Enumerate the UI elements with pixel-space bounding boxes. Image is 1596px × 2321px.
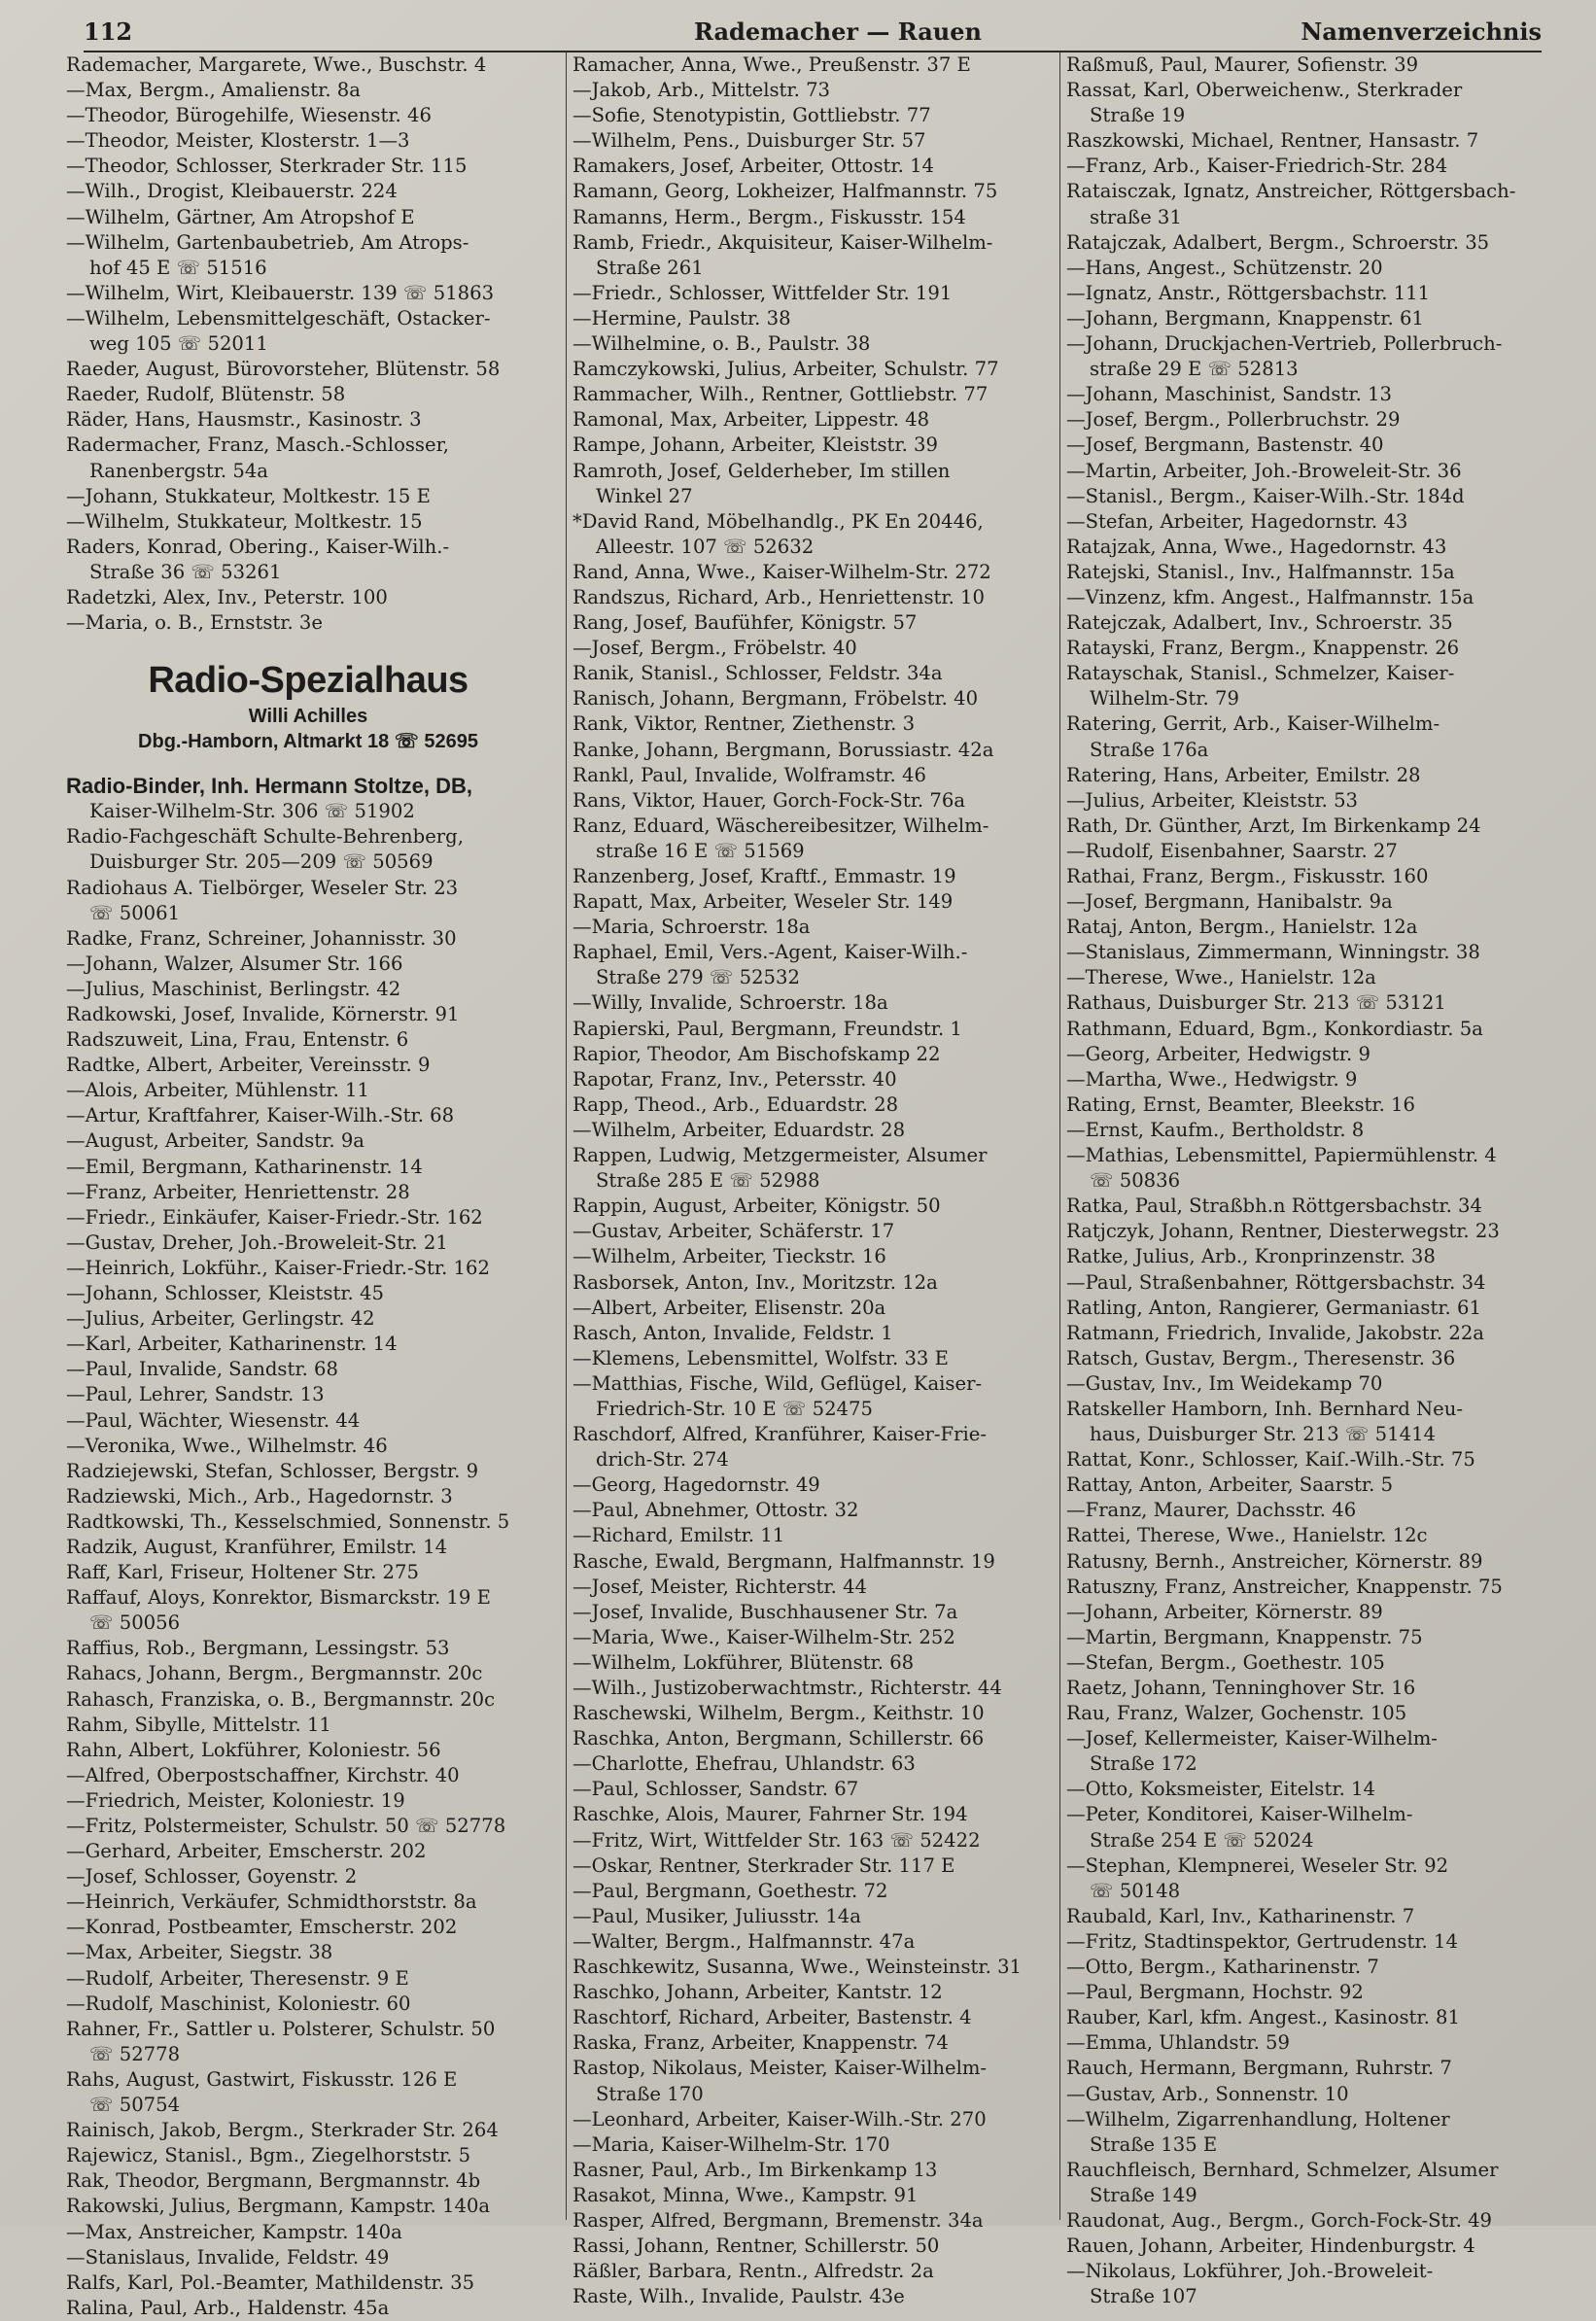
directory-entry-line: —Max, Arbeiter, Siegstr. 38 xyxy=(66,1941,333,1964)
directory-entry-line: —Gustav, Dreher, Joh.-Broweleit-Str. 21 xyxy=(66,1230,448,1254)
directory-entry-line: —Paul, Musiker, Juliusstr. 14a xyxy=(572,1904,861,1927)
directory-entry-line: —Fritz, Stadtinspektor, Gertrudenstr. 14 xyxy=(1066,1929,1458,1953)
directory-entry-line: —Stephan, Klempnerei, Weseler Str. 92 xyxy=(1066,1853,1449,1877)
directory-entry-line: —Georg, Hagedornstr. 49 xyxy=(572,1473,820,1497)
directory-entry-line: Alleestr. 107 ☏ 52632 xyxy=(596,535,815,558)
directory-entry-line: Straße 285 E ☏ 52988 xyxy=(596,1169,820,1193)
directory-entry-line: Ratjczyk, Johann, Rentner, Diesterwegstr. 23 xyxy=(1066,1220,1500,1243)
directory-entry-line: Rajewicz, Stanisl., Bgm., Ziegelhorststr. 5 xyxy=(66,2144,471,2167)
directory-entry-line: —Johann, Walzer, Alsumer Str. 166 xyxy=(66,952,403,975)
directory-entry-line: Räder, Hans, Hausmstr., Kasinostr. 3 xyxy=(66,408,422,432)
directory-entry-line: Raeder, August, Bürovorsteher, Blütenstr. 58 xyxy=(66,358,501,381)
directory-entry-line: Raschka, Anton, Bergmann, Schillerstr. 66 xyxy=(572,1727,985,1750)
directory-entry-line: —Theodor, Schlosser, Sterkrader Str. 115 xyxy=(66,155,468,178)
directory-entry-line: —Max, Anstreicher, Kampstr. 140a xyxy=(66,2220,402,2243)
directory-entry-line: Ramb, Friedr., Akquisiteur, Kaiser-Wilhelm- xyxy=(572,230,993,254)
directory-entry-line: —Johann, Bergmann, Knappenstr. 61 xyxy=(1066,306,1424,329)
directory-entry-line: weg 105 ☏ 52011 xyxy=(89,332,268,356)
directory-entry-line: —Maria, Wwe., Kaiser-Wilhelm-Str. 252 xyxy=(572,1625,955,1648)
directory-entry-line: —Mathias, Lebensmittel, Papiermühlenstr. 4 xyxy=(1066,1144,1497,1167)
directory-entry-line: —Nikolaus, Lokführer, Joh.-Broweleit- xyxy=(1066,2260,1434,2283)
directory-entry-line: —Johann, Maschinist, Sandstr. 13 xyxy=(1066,383,1392,406)
directory-entry-line: —Josef, Bergmann, Bastenstr. 40 xyxy=(1066,433,1384,457)
directory-entry-line: —August, Arbeiter, Sandstr. 9a xyxy=(66,1129,364,1153)
directory-entry-line: Raschkewitz, Susanna, Wwe., Weinsteinstr. 31 xyxy=(572,1956,1023,1979)
directory-entry-line: Straße 107 xyxy=(1090,2285,1197,2308)
directory-entry-line: —Wilhelm, Wirt, Kleibauerstr. 139 ☏ 51863 xyxy=(66,281,495,304)
directory-entry-line: —Hermine, Paulstr. 38 xyxy=(572,306,791,329)
directory-entry-line: Rasper, Alfred, Bergmann, Bremenstr. 34a xyxy=(572,2208,984,2232)
directory-entry-line: Randszus, Richard, Arb., Henriettenstr. 10 xyxy=(572,585,985,608)
directory-entry-line: —Stefan, Arbeiter, Hagedornstr. 43 xyxy=(1066,509,1408,533)
directory-entry-line: —Ignatz, Anstr., Röttgersbachstr. 111 xyxy=(1066,281,1431,304)
directory-entry-line: Ratejski, Stanisl., Inv., Halfmannstr. 15a xyxy=(1066,560,1455,583)
directory-entry-line: Rauen, Johann, Arbeiter, Hindenburgstr. 4 xyxy=(1066,2234,1475,2258)
directory-entry-line: —Otto, Bergm., Katharinenstr. 7 xyxy=(1066,1956,1379,1979)
ad-address: Dbg.-Hamborn, Altmarkt 18 ☏ 52695 xyxy=(138,731,478,753)
directory-entry-line: —Johann, Schlosser, Kleiststr. 45 xyxy=(66,1282,384,1305)
directory-entry-line: Rasakot, Minna, Wwe., Kampstr. 91 xyxy=(572,2183,919,2206)
directory-entry-line: Ramczykowski, Julius, Arbeiter, Schulstr. 77 xyxy=(572,358,999,381)
section-title: Namenverzeichnis xyxy=(1301,17,1542,46)
directory-entry-line: Radtke, Albert, Arbeiter, Vereinsstr. 9 xyxy=(66,1054,431,1077)
directory-entry-line: Raszkowski, Michael, Rentner, Hansastr. 7 xyxy=(1066,129,1479,153)
directory-entry-line: Duisburger Str. 205—209 ☏ 50569 xyxy=(89,850,434,874)
directory-entry-line: Rankl, Paul, Invalide, Wolframstr. 46 xyxy=(572,763,926,786)
directory-entry-line: Raders, Konrad, Obering., Kaiser-Wilh.- xyxy=(66,535,450,558)
directory-entry-line: Ranke, Johann, Bergmann, Borussiastr. 42a xyxy=(572,738,994,761)
directory-entry-line: —Georg, Arbeiter, Hedwigstr. 9 xyxy=(1066,1042,1370,1065)
directory-entry-line: Rahn, Albert, Lokführer, Koloniestr. 56 xyxy=(66,1738,441,1761)
directory-entry-line: Rau, Franz, Walzer, Gochenstr. 105 xyxy=(1066,1702,1407,1725)
directory-entry-line: Raubald, Karl, Inv., Katharinenstr. 7 xyxy=(1066,1904,1415,1927)
directory-entry-line: —Rudolf, Eisenbahner, Saarstr. 27 xyxy=(1066,839,1398,862)
directory-entry-line: Ramanns, Herm., Bergm., Fiskusstr. 154 xyxy=(572,205,966,228)
directory-entry-line: Radke, Franz, Schreiner, Johannisstr. 30 xyxy=(66,926,457,950)
directory-entry-line: Rattay, Anton, Arbeiter, Saarstr. 5 xyxy=(1066,1473,1394,1497)
directory-entry-line: Straße 176a xyxy=(1090,738,1209,761)
directory-entry-line: —Stanislaus, Invalide, Feldstr. 49 xyxy=(66,2245,390,2269)
directory-entry-line: Ratuszny, Franz, Anstreicher, Knappenstr. 75 xyxy=(1066,1575,1503,1598)
directory-entry-line: Wilhelm-Str. 79 xyxy=(1090,687,1239,710)
directory-entry-line: —Wilhelm, Zigarrenhandlung, Holtener xyxy=(1066,2107,1450,2130)
directory-entry-line: —Konrad, Postbeamter, Emscherstr. 202 xyxy=(66,1916,458,1939)
directory-entry-line: —Stanislaus, Zimmermann, Winningstr. 38 xyxy=(1066,941,1480,964)
directory-entry-line: Ranzenberg, Josef, Kraftf., Emmastr. 19 xyxy=(572,865,956,887)
directory-entry-line: Rahacs, Johann, Bergm., Bergmannstr. 20c xyxy=(66,1662,483,1685)
directory-entry-line: —Rudolf, Arbeiter, Theresenstr. 9 E xyxy=(66,1966,409,1990)
directory-entry-line: Rahm, Sibylle, Mittelstr. 11 xyxy=(66,1713,331,1736)
directory-entry-line: —Josef, Kellermeister, Kaiser-Wilhelm- xyxy=(1066,1727,1438,1750)
column-1 xyxy=(66,52,550,2319)
directory-entry-line: —Gustav, Inv., Im Weidekamp 70 xyxy=(1066,1371,1383,1395)
directory-entry-line: Ratskeller Hamborn, Inh. Bernhard Neu- xyxy=(1066,1397,1463,1420)
directory-entry-line: Kaiser-Wilhelm-Str. 306 ☏ 51902 xyxy=(89,800,415,823)
directory-entry-line: —Friedr., Schlosser, Wittfelder Str. 191 xyxy=(572,281,953,304)
directory-entry-line: —Heinrich, Lokführ., Kaiser-Friedr.-Str. 162 xyxy=(66,1256,490,1279)
directory-entry-line: Rataisczak, Ignatz, Anstreicher, Röttgersbach- xyxy=(1066,180,1516,203)
directory-entry-line: ☏ 50754 xyxy=(89,2094,181,2117)
directory-entry-line: Rakowski, Julius, Bergmann, Kampstr. 140a xyxy=(66,2195,491,2218)
directory-entry-line: hof 45 E ☏ 51516 xyxy=(89,256,267,279)
directory-entry-line: Raschewski, Wilhelm, Bergm., Keithstr. 10 xyxy=(572,1702,985,1725)
directory-entry-line: Rathmann, Eduard, Bgm., Konkordiastr. 5a xyxy=(1066,1017,1483,1040)
directory-entry-line: Raste, Wilh., Invalide, Paulstr. 43e xyxy=(572,2285,905,2308)
directory-entry-line: Ratke, Julius, Arb., Kronprinzenstr. 38 xyxy=(1066,1245,1436,1268)
directory-entry-line: —Emma, Uhlandstr. 59 xyxy=(1066,2031,1290,2055)
column-2 xyxy=(566,52,1049,2308)
directory-entry-line: Ratmann, Friedrich, Invalide, Jakobstr. 22a xyxy=(1066,1321,1484,1344)
directory-entry-line: —Franz, Arbeiter, Henriettenstr. 28 xyxy=(66,1180,410,1203)
directory-entry-line: Rassi, Johann, Rentner, Schillerstr. 50 xyxy=(572,2234,940,2258)
directory-entry-line: Raschko, Johann, Arbeiter, Kantstr. 12 xyxy=(572,1981,943,2004)
directory-entry-line: —Paul, Bergmann, Hochstr. 92 xyxy=(1066,1981,1364,2004)
directory-entry-line: —Martha, Wwe., Hedwigstr. 9 xyxy=(1066,1067,1358,1091)
directory-entry-line: ☏ 50061 xyxy=(89,901,181,924)
directory-entry-line: —Stanisl., Bergm., Kaiser-Wilh.-Str. 184d xyxy=(1066,484,1465,507)
directory-entry-line: Rauch, Hermann, Bergmann, Ruhrstr. 7 xyxy=(1066,2057,1452,2080)
directory-entry-line: Radkowski, Josef, Invalide, Körnerstr. 91 xyxy=(66,1003,460,1025)
directory-entry-line: —Josef, Schlosser, Goyenstr. 2 xyxy=(66,1865,358,1888)
directory-entry-line: —Josef, Bergm., Pollerbruchstr. 29 xyxy=(1066,408,1401,432)
directory-entry-line: —Hans, Angest., Schützenstr. 20 xyxy=(1066,256,1383,279)
directory-entry-line: —Peter, Konditorei, Kaiser-Wilhelm- xyxy=(1066,1803,1413,1826)
directory-entry-line: —Wilhelm, Gartenbaubetrieb, Am Atrops- xyxy=(66,230,469,254)
directory-entry-line: —Vinzenz, kfm. Angest., Halfmannstr. 15a xyxy=(1066,585,1475,608)
directory-entry-line: —Maria, o. B., Ernststr. 3e xyxy=(66,611,323,635)
directory-entry-line: Raska, Franz, Arbeiter, Knappenstr. 74 xyxy=(572,2031,949,2055)
directory-entry-line: —Johann, Arbeiter, Körnerstr. 89 xyxy=(1066,1600,1383,1623)
directory-entry-line: Radziewski, Mich., Arb., Hagedornstr. 3 xyxy=(66,1484,453,1507)
directory-entry-line: Straße 135 E xyxy=(1090,2132,1218,2156)
directory-entry-line: Straße 279 ☏ 52532 xyxy=(596,966,800,989)
directory-entry-line: Raffius, Rob., Bergmann, Lessingstr. 53 xyxy=(66,1637,450,1660)
directory-entry-line: —Johann, Druckjachen-Vertrieb, Pollerbruch- xyxy=(1066,332,1503,356)
directory-entry-line: Rassat, Karl, Oberweichenw., Sterkrader xyxy=(1066,79,1463,102)
directory-entry-line: Rappen, Ludwig, Metzgermeister, Alsumer xyxy=(572,1144,988,1167)
directory-entry-line: Rathaus, Duisburger Str. 213 ☏ 53121 xyxy=(1066,991,1446,1015)
directory-entry-line: Rapp, Theod., Arb., Eduardstr. 28 xyxy=(572,1092,899,1116)
directory-entry-line: Rank, Viktor, Rentner, Ziethenstr. 3 xyxy=(572,712,916,736)
directory-entry-line: Ratling, Anton, Rangierer, Germaniastr. 61 xyxy=(1066,1296,1481,1319)
directory-entry-line: Ranisch, Johann, Bergmann, Fröbelstr. 40 xyxy=(572,687,979,710)
directory-entry-line: Straße 172 xyxy=(1090,1752,1197,1776)
directory-entry-line: Radetzki, Alex, Inv., Peterstr. 100 xyxy=(66,585,388,608)
directory-entry-line: —Julius, Arbeiter, Gerlingstr. 42 xyxy=(66,1307,375,1331)
directory-entry-line: drich-Str. 274 xyxy=(596,1448,729,1472)
directory-entry-line: —Charlotte, Ehefrau, Uhlandstr. 63 xyxy=(572,1752,916,1776)
directory-entry-line: Rasner, Paul, Arb., Im Birkenkamp 13 xyxy=(572,2158,938,2181)
directory-entry-line: ☏ 50148 xyxy=(1090,1879,1181,1902)
directory-entry-line: ☏ 50056 xyxy=(89,1611,181,1635)
directory-entry-line: —Josef, Invalide, Buschhausener Str. 7a xyxy=(572,1600,958,1623)
directory-entry-line: Radio-Fachgeschäft Schulte-Behrenberg, xyxy=(66,825,464,849)
directory-entry-line: Radiohaus A. Tielbörger, Weseler Str. 23 xyxy=(66,876,459,899)
directory-entry-line: Rademacher, Margarete, Wwe., Buschstr. 4 xyxy=(66,53,487,76)
directory-entry-line: Ratusny, Bernh., Anstreicher, Körnerstr. 89 xyxy=(1066,1549,1483,1573)
directory-entry-line: —Paul, Invalide, Sandstr. 68 xyxy=(66,1358,338,1381)
directory-entry-line: —Ernst, Kaufm., Bertholdstr. 8 xyxy=(1066,1118,1365,1141)
directory-entry-line: Ranik, Stanisl., Schlosser, Feldstr. 34a xyxy=(572,662,943,685)
directory-entry-line: —Johann, Stukkateur, Moltkestr. 15 E xyxy=(66,484,431,507)
directory-entry-line: Ramacher, Anna, Wwe., Preußenstr. 37 E xyxy=(572,53,971,76)
page-number: 112 xyxy=(84,17,133,46)
directory-entry-line: Radermacher, Franz, Masch.-Schlosser, xyxy=(66,433,450,457)
directory-entry-line: —Gerhard, Arbeiter, Emscherstr. 202 xyxy=(66,1840,427,1863)
directory-entry-line: —Paul, Straßenbahner, Röttgersbachstr. 34 xyxy=(1066,1270,1486,1294)
directory-entry-line: Winkel 27 xyxy=(596,484,693,507)
directory-entry-line: —Maria, Schroerstr. 18a xyxy=(572,916,811,939)
directory-entry-line: Ratajzak, Anna, Wwe., Hagedornstr. 43 xyxy=(1066,535,1447,558)
directory-entry-line: Radzik, August, Kranführer, Emilstr. 14 xyxy=(66,1535,448,1558)
directory-entry-line: Rahasch, Franziska, o. B., Bergmannstr. 20c xyxy=(66,1687,496,1711)
directory-entry-line: —Leonhard, Arbeiter, Kaiser-Wilh.-Str. 270 xyxy=(572,2107,987,2130)
directory-entry-line: —Klemens, Lebensmittel, Wolfstr. 33 E xyxy=(572,1346,949,1369)
directory-entry-line: Rattei, Therese, Wwe., Hanielstr. 12c xyxy=(1066,1524,1428,1547)
directory-entry-line: —Fritz, Polstermeister, Schulstr. 50 ☏ 52778 xyxy=(66,1815,506,1837)
directory-entry-line: Ratering, Hans, Arbeiter, Emilstr. 28 xyxy=(1066,763,1421,786)
directory-entry-line: —Rudolf, Maschinist, Koloniestr. 60 xyxy=(66,1992,411,2015)
directory-entry-line: Straße 170 xyxy=(596,2082,704,2105)
directory-entry-line: —Josef, Bergmann, Hanibalstr. 9a xyxy=(1066,890,1393,914)
directory-entry-line: —Walter, Bergm., Halfmannstr. 47a xyxy=(572,1929,916,1953)
directory-entry-line: Ratering, Gerrit, Arb., Kaiser-Wilhelm- xyxy=(1066,712,1440,736)
directory-entry-line: Ratayschak, Stanisl., Schmelzer, Kaiser- xyxy=(1066,662,1455,685)
directory-entry-line: Räßler, Barbara, Rentn., Alfredstr. 2a xyxy=(572,2260,934,2283)
directory-entry-line: Rasch, Anton, Invalide, Feldstr. 1 xyxy=(572,1321,893,1344)
directory-entry-line: —Wilhelm, Gärtner, Am Atropshof E xyxy=(66,205,415,228)
directory-entry-line: Ranz, Eduard, Wäschereibesitzer, Wilhelm- xyxy=(572,814,989,837)
directory-entry-line: Friedrich-Str. 10 E ☏ 52475 xyxy=(596,1397,873,1420)
directory-entry-line: —Wilhelm, Pens., Duisburger Str. 57 xyxy=(572,129,926,153)
directory-entry-line: —Theodor, Meister, Klosterstr. 1—3 xyxy=(66,129,410,153)
directory-entry-line: Rapior, Theodor, Am Bischofskamp 22 xyxy=(572,1042,941,1065)
directory-entry-line: Raeder, Rudolf, Blütenstr. 58 xyxy=(66,383,346,406)
directory-entry-line: Rand, Anna, Wwe., Kaiser-Wilhelm-Str. 272 xyxy=(572,560,991,583)
directory-entry-line: Raffauf, Aloys, Konrektor, Bismarckstr. 19 E xyxy=(66,1586,491,1610)
directory-entry-line: straße 16 E ☏ 51569 xyxy=(596,839,805,862)
directory-entry-line: —Julius, Arbeiter, Kleiststr. 53 xyxy=(1066,788,1359,812)
directory-entry-line: Ratayski, Franz, Bergm., Knappenstr. 26 xyxy=(1066,637,1460,660)
directory-entry-line: —Sofie, Stenotypistin, Gottliebstr. 77 xyxy=(572,104,931,127)
directory-entry-line: —Gustav, Arb., Sonnenstr. 10 xyxy=(1066,2082,1349,2105)
directory-entry-line: —Wilh., Justizoberwachtmstr., Richterstr. 44 xyxy=(572,1677,1002,1699)
directory-entry-line: Radszuweit, Lina, Frau, Entenstr. 6 xyxy=(66,1028,409,1052)
directory-entry-line: Rappin, August, Arbeiter, Königstr. 50 xyxy=(572,1195,941,1218)
directory-entry-line: —Friedr., Einkäufer, Kaiser-Friedr.-Str. 162 xyxy=(66,1205,483,1229)
directory-entry-line: Rapierski, Paul, Bergmann, Freundstr. 1 xyxy=(572,1017,962,1040)
directory-entry-line: —Oskar, Rentner, Sterkrader Str. 117 E xyxy=(572,1853,955,1877)
directory-entry-line: —Wilhelm, Arbeiter, Eduardstr. 28 xyxy=(572,1118,906,1141)
directory-entry-line: —Therese, Wwe., Hanielstr. 12a xyxy=(1066,966,1376,989)
directory-entry-line: —Max, Bergm., Amalienstr. 8a xyxy=(66,79,361,102)
directory-entry-line: —Artur, Kraftfahrer, Kaiser-Wilh.-Str. 68 xyxy=(66,1104,455,1127)
directory-entry-line: —Heinrich, Verkäufer, Schmidthorststr. 8a xyxy=(66,1890,477,1914)
directory-entry-line: Rainisch, Jakob, Bergm., Sterkrader Str. 264 xyxy=(66,2119,499,2142)
directory-entry-line: —Richard, Emilstr. 11 xyxy=(572,1524,785,1547)
directory-entry-line: —Wilh., Drogist, Kleibauerstr. 224 xyxy=(66,180,398,203)
directory-entry-line: Raschdorf, Alfred, Kranführer, Kaiser-Frie- xyxy=(572,1423,987,1446)
directory-entry-line: —Franz, Arb., Kaiser-Friedrich-Str. 284 xyxy=(1066,155,1448,178)
directory-entry-line: —Jakob, Arb., Mittelstr. 73 xyxy=(572,79,831,102)
directory-entry-line: Rathai, Franz, Bergm., Fiskusstr. 160 xyxy=(1066,865,1429,887)
directory-entry-line: Radtkowski, Th., Kesselschmied, Sonnenstr. 5 xyxy=(66,1509,510,1533)
directory-entry-line: Rasborsek, Anton, Inv., Moritzstr. 12a xyxy=(572,1270,938,1294)
directory-entry-line: —Wilhelm, Lebensmittelgeschäft, Ostacker- xyxy=(66,306,491,329)
directory-entry-line: Rammacher, Wilh., Rentner, Gottliebstr. 77 xyxy=(572,383,989,406)
directory-entry-line: —Wilhelm, Arbeiter, Tieckstr. 16 xyxy=(572,1245,886,1268)
directory-entry-line: *David Rand, Möbelhandlg., PK En 20446, xyxy=(572,509,984,533)
directory-entry-line: Ramann, Georg, Lokheizer, Halfmannstr. 75 xyxy=(572,180,998,203)
directory-entry-line: —Willy, Invalide, Schroerstr. 18a xyxy=(572,991,888,1015)
directory-entry-line: —Albert, Arbeiter, Elisenstr. 20a xyxy=(572,1296,886,1319)
directory-entry-line: ☏ 52778 xyxy=(89,2042,181,2065)
directory-entry-line: Radio-Binder, Inh. Hermann Stoltze, DB, xyxy=(66,774,473,799)
directory-entry-line: —Fritz, Wirt, Wittfelder Str. 163 ☏ 52422 xyxy=(572,1828,981,1852)
directory-entry-line: straße 31 xyxy=(1090,205,1182,228)
directory-entry-line: Raudonat, Aug., Bergm., Gorch-Fock-Str. 49 xyxy=(1066,2208,1493,2232)
directory-entry-line: haus, Duisburger Str. 213 ☏ 51414 xyxy=(1090,1423,1436,1446)
directory-entry-line: Straße 19 xyxy=(1090,104,1186,127)
directory-entry-line: —Martin, Bergmann, Knappenstr. 75 xyxy=(1066,1625,1423,1648)
ad-owner: Willi Achilles xyxy=(248,706,368,728)
directory-entry-line: —Gustav, Arbeiter, Schäferstr. 17 xyxy=(572,1220,895,1243)
directory-entry-line: —Veronika, Wwe., Wilhelmstr. 46 xyxy=(66,1434,388,1457)
directory-entry-line: Rattat, Konr., Schlosser, Kaiſ.-Wilh.-Str. 75 xyxy=(1066,1448,1475,1472)
directory-entry-line: —Theodor, Bürogehilfe, Wiesenstr. 46 xyxy=(66,104,432,127)
directory-entry-line: straße 29 E ☏ 52813 xyxy=(1090,358,1299,381)
directory-entry-line: —Josef, Bergm., Fröbelstr. 40 xyxy=(572,637,857,660)
directory-entry-line: ☏ 50836 xyxy=(1090,1169,1181,1193)
directory-entry-line: Rataj, Anton, Bergm., Hanielstr. 12a xyxy=(1066,916,1418,939)
directory-entry-line: —Wilhelm, Stukkateur, Moltkestr. 15 xyxy=(66,509,423,533)
directory-entry-line: Rapotar, Franz, Inv., Petersstr. 40 xyxy=(572,1067,897,1091)
directory-entry-line: —Alois, Arbeiter, Mühlenstr. 11 xyxy=(66,1079,369,1102)
directory-entry-line: Raschtorf, Richard, Arbeiter, Bastenstr. 4 xyxy=(572,2006,972,2029)
directory-entry-line: Rans, Viktor, Hauer, Gorch-Fock-Str. 76a xyxy=(572,788,966,812)
directory-entry-line: —Matthias, Fische, Wild, Geflügel, Kaiser- xyxy=(572,1371,983,1395)
directory-entry-line: Raetz, Johann, Tenninghover Str. 16 xyxy=(1066,1677,1416,1699)
directory-entry-line: Raff, Karl, Friseur, Holtener Str. 275 xyxy=(66,1561,419,1584)
directory-entry-line: —Wilhelm, Lokführer, Blütenstr. 68 xyxy=(572,1650,915,1674)
directory-entry-line: Radziejewski, Stefan, Schlosser, Bergstr. 9 xyxy=(66,1459,479,1482)
directory-entry-line: —Josef, Meister, Richterstr. 44 xyxy=(572,1575,868,1598)
directory-entry-line: Straße 261 xyxy=(596,256,704,279)
directory-entry-line: Rastop, Nikolaus, Meister, Kaiser-Wilhelm- xyxy=(572,2057,988,2080)
directory-entry-line: Ratajczak, Adalbert, Bergm., Schroerstr. 35 xyxy=(1066,230,1490,254)
directory-entry-line: Rasche, Ewald, Bergmann, Halfmannstr. 19 xyxy=(572,1549,995,1573)
directory-entry-line: Rath, Dr. Günther, Arzt, Im Birkenkamp 24 xyxy=(1066,814,1481,837)
directory-entry-line: Rahner, Fr., Sattler u. Polsterer, Schulstr. 50 xyxy=(66,2017,496,2040)
directory-entry-line: Rak, Theodor, Bergmann, Bergmannstr. 4b xyxy=(66,2169,481,2193)
directory-entry-line: Ramakers, Josef, Arbeiter, Ottostr. 14 xyxy=(572,155,935,178)
directory-entry-line: —Wilhelmine, o. B., Paulstr. 38 xyxy=(572,332,871,356)
directory-entry-line: —Martin, Arbeiter, Joh.-Broweleit-Str. 36 xyxy=(1066,459,1462,482)
directory-entry-line: Raschke, Alois, Maurer, Fahrner Str. 194 xyxy=(572,1803,968,1826)
directory-entry-line: Ralina, Paul, Arb., Haldenstr. 45a xyxy=(66,2296,390,2319)
radio-spezialhaus-ad xyxy=(66,657,550,754)
directory-entry-line: Rapatt, Max, Arbeiter, Weseler Str. 149 xyxy=(572,890,954,914)
directory-entry-line: Rang, Josef, Baufühfer, Königstr. 57 xyxy=(572,611,918,635)
directory-entry-line: —Franz, Maurer, Dachsstr. 46 xyxy=(1066,1499,1357,1522)
directory-entry-line: Ratejczak, Adalbert, Inv., Schroerstr. 35 xyxy=(1066,611,1453,635)
directory-entry-line: Raphael, Emil, Vers.-Agent, Kaiser-Wilh.- xyxy=(572,941,968,964)
directory-entry-line: Ramonal, Max, Arbeiter, Lippestr. 48 xyxy=(572,408,930,432)
directory-entry-line: —Paul, Abnehmer, Ottostr. 32 xyxy=(572,1499,859,1522)
running-title: Rademacher — Rauen xyxy=(694,17,982,46)
column-3 xyxy=(1059,52,1550,2308)
directory-entry-line: —Paul, Bergmann, Goethestr. 72 xyxy=(572,1879,888,1902)
directory-entry-line: Raßmuß, Paul, Maurer, Sofienstr. 39 xyxy=(1066,53,1419,76)
directory-entry-line: —Paul, Wächter, Wiesenstr. 44 xyxy=(66,1408,361,1432)
directory-entry-line: —Otto, Koksmeister, Eitelstr. 14 xyxy=(1066,1778,1375,1801)
directory-entry-line: —Emil, Bergmann, Katharinenstr. 14 xyxy=(66,1155,423,1178)
directory-entry-line: Rahs, August, Gastwirt, Fiskusstr. 126 E xyxy=(66,2067,458,2091)
ad-title: Radio-Spezialhaus xyxy=(148,660,468,702)
directory-entry-line: Straße 254 E ☏ 52024 xyxy=(1090,1828,1314,1852)
directory-entry-line: Straße 149 xyxy=(1090,2183,1197,2206)
directory-entry-line: Rauber, Karl, kfm. Angest., Kasinostr. 81 xyxy=(1066,2006,1460,2029)
directory-entry-line: Rampe, Johann, Arbeiter, Kleiststr. 39 xyxy=(572,433,938,457)
directory-entry-line: —Karl, Arbeiter, Katharinenstr. 14 xyxy=(66,1333,398,1356)
directory-entry-line: Straße 36 ☏ 53261 xyxy=(89,560,282,583)
directory-entry-line: Ratsch, Gustav, Bergm., Theresenstr. 36 xyxy=(1066,1346,1456,1369)
directory-entry-line: Rauchfleisch, Bernhard, Schmelzer, Alsumer xyxy=(1066,2158,1499,2181)
directory-entry-line: —Friedrich, Meister, Koloniestr. 19 xyxy=(66,1788,405,1812)
page-header xyxy=(84,12,1542,52)
directory-entry-line: —Maria, Kaiser-Wilhelm-Str. 170 xyxy=(572,2132,890,2156)
directory-entry-line: —Paul, Schlosser, Sandstr. 67 xyxy=(572,1778,859,1801)
directory-entry-line: —Alfred, Oberpostschaffner, Kirchstr. 40 xyxy=(66,1763,460,1786)
directory-entry-line: —Julius, Maschinist, Berlingstr. 42 xyxy=(66,977,401,1000)
directory-entry-line: Rating, Ernst, Beamter, Bleekstr. 16 xyxy=(1066,1092,1415,1116)
directory-entry-line: —Stefan, Bergm., Goethestr. 105 xyxy=(1066,1650,1385,1674)
directory-entry-line: Ramroth, Josef, Gelderheber, Im stillen xyxy=(572,459,951,482)
directory-entry-line: Ratka, Paul, Straßbh.n Röttgersbachstr. 34 xyxy=(1066,1195,1482,1218)
directory-entry-line: Ralfs, Karl, Pol.-Beamter, Mathildenstr. 35 xyxy=(66,2270,475,2294)
directory-entry-line: —Paul, Lehrer, Sandstr. 13 xyxy=(66,1383,325,1406)
directory-entry-line: Ranenbergstr. 54a xyxy=(89,459,268,482)
